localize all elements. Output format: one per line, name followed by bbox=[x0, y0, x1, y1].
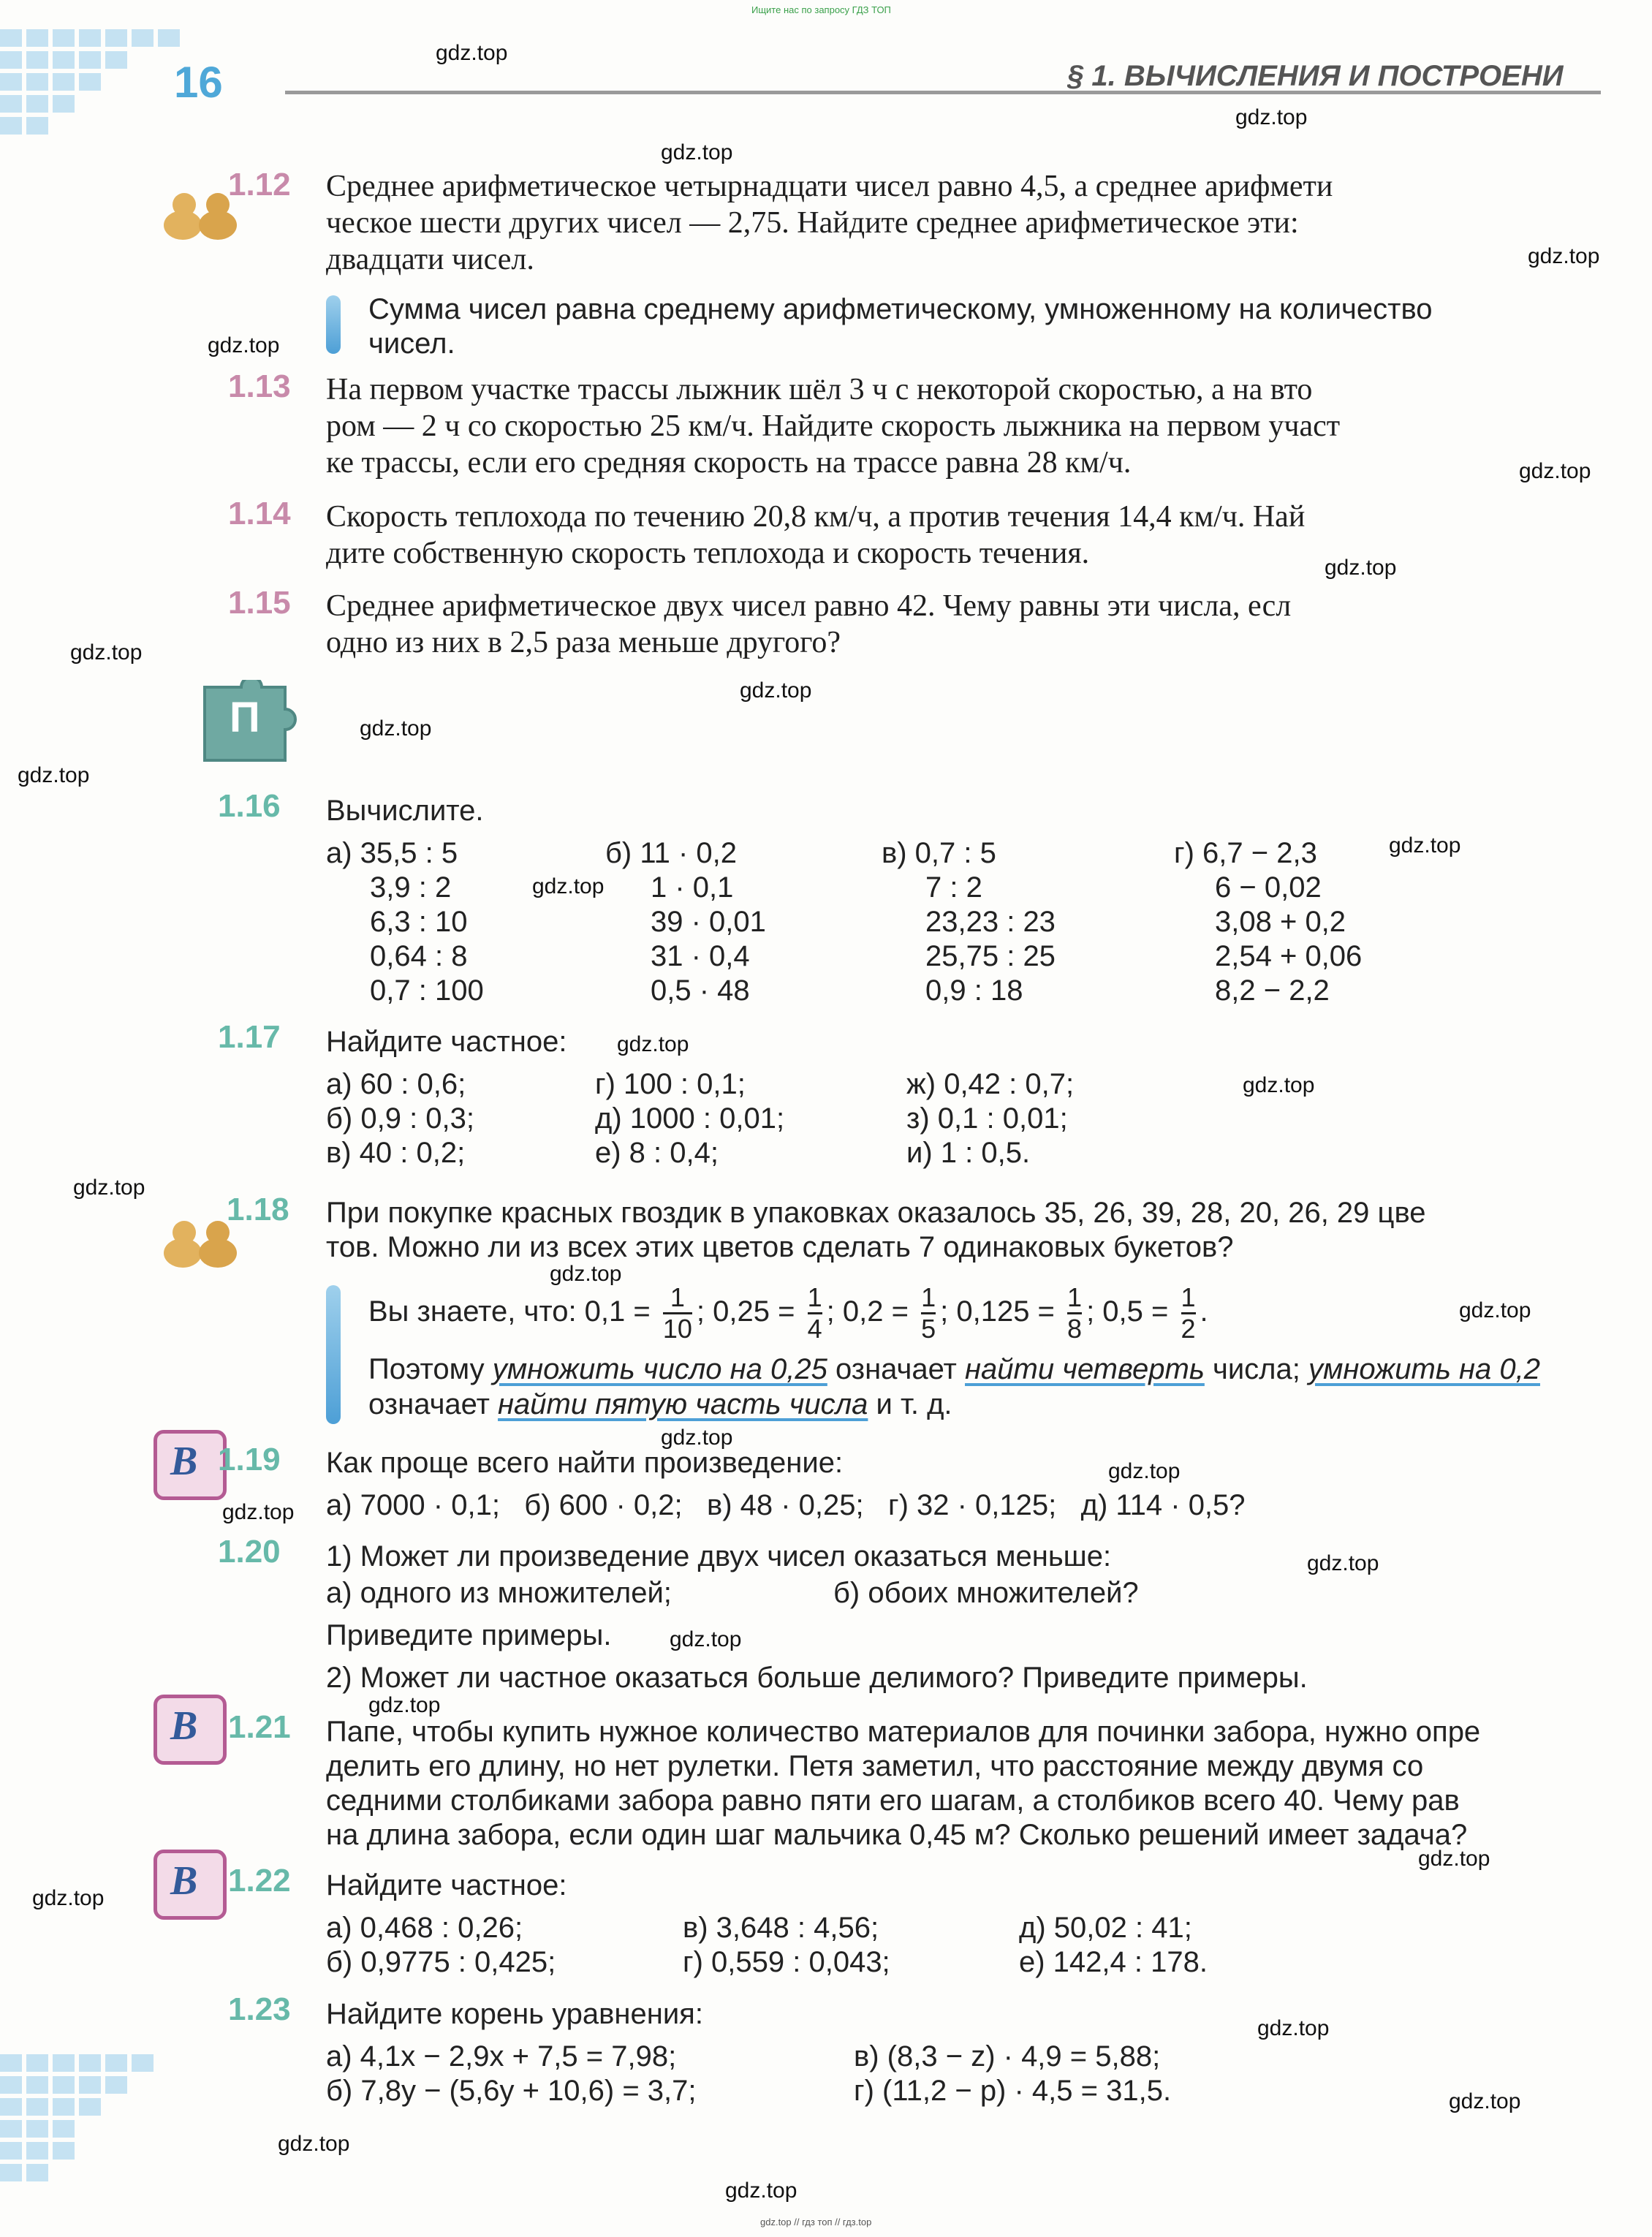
footer-note: gdz.top // гдз топ // гдз.top bbox=[760, 2217, 872, 2227]
task-number-1-21: 1.21 bbox=[228, 1709, 291, 1745]
hint-bar bbox=[326, 295, 341, 354]
task-1-16-col-d bbox=[1174, 836, 1362, 1008]
task-1-12-hint bbox=[368, 292, 1604, 361]
text-line: дите собственную скорость теплохода и скорость течения. bbox=[326, 537, 1090, 570]
watermark: gdz.top bbox=[1307, 1551, 1379, 1575]
badge-letter: В bbox=[170, 1703, 198, 1749]
hint-emphasis: умножить число на 0,25 bbox=[492, 1353, 827, 1385]
task-number-1-19: 1.19 bbox=[218, 1442, 281, 1477]
watermark: gdz.top bbox=[18, 763, 90, 787]
watermark: gdz.top bbox=[1257, 2016, 1330, 2040]
task-number-1-20: 1.20 bbox=[218, 1534, 281, 1570]
watermark: gdz.top bbox=[1243, 1073, 1315, 1097]
watermark: gdz.top bbox=[1528, 244, 1600, 268]
top-note: Ищите нас по запросу ГДЗ ТОП bbox=[751, 4, 891, 15]
expr: 7 : 2 bbox=[925, 871, 982, 904]
fraction bbox=[1181, 1283, 1196, 1344]
task-title: Найдите частное: bbox=[326, 1869, 567, 1901]
task-1-18-hint-fractions bbox=[368, 1275, 1208, 1348]
fraction-denominator: 8 bbox=[1067, 1313, 1083, 1344]
task-title: Как проще всего найти произведение: bbox=[326, 1447, 844, 1479]
watermark: gdz.top bbox=[532, 874, 605, 898]
hint-text: Поэтому bbox=[368, 1353, 493, 1385]
expr: 2,54 + 0,06 bbox=[1215, 940, 1363, 972]
hint-text: . bbox=[1200, 1295, 1208, 1328]
task-1-16-col-b bbox=[605, 836, 766, 1008]
expr: 23,23 : 23 bbox=[925, 906, 1056, 938]
fraction-numerator: 1 bbox=[921, 1282, 936, 1312]
task-number-1-14: 1.14 bbox=[228, 496, 291, 531]
task-1-20-q1a: а) одного из множителей; bbox=[326, 1577, 672, 1609]
task-1-22-col-2 bbox=[683, 1911, 890, 1980]
badge-letter: В bbox=[170, 1858, 198, 1904]
text-line: двадцати чисел. bbox=[326, 243, 534, 276]
hint-line: Сумма чисел равна среднему арифметическому, умноженному на количество bbox=[368, 293, 1433, 325]
task-1-18-hint-line2 bbox=[368, 1352, 1604, 1387]
task-1-23-col-1 bbox=[326, 2040, 697, 2108]
task-number-1-16: 1.16 bbox=[218, 788, 281, 824]
expr: б) 0,9 : 0,3; bbox=[326, 1102, 475, 1135]
equation: г) (11,2 − p) · 4,5 = 31,5. bbox=[854, 2075, 1172, 2107]
task-1-15-text bbox=[326, 588, 1605, 661]
watermark: gdz.top bbox=[436, 41, 508, 65]
watermark: gdz.top bbox=[661, 140, 733, 164]
watermark: gdz.top bbox=[1459, 1298, 1531, 1322]
text-line: седними столбиками забора равно пяти его шагам, а столбиков всего 40. Чему рав bbox=[326, 1784, 1460, 1817]
task-1-20-q1: 1) Может ли произведение двух чисел оказаться меньше: bbox=[326, 1540, 1112, 1572]
hint-line: чисел. bbox=[368, 328, 455, 360]
level-b-badge bbox=[154, 1695, 227, 1765]
task-title: Найдите корень уравнения: bbox=[326, 1998, 703, 2030]
text-line: делить его длину, но нет рулетки. Петя заметил, что расстояние между двумя со bbox=[326, 1750, 1424, 1782]
text-line: ром — 2 ч со скоростью 25 км/ч. Найдите скорость лыжника на первом участ bbox=[326, 409, 1341, 443]
fraction bbox=[663, 1283, 692, 1344]
expr: з) 0,1 : 0,01; bbox=[906, 1102, 1068, 1135]
task-1-20-q1c: Приведите примеры. bbox=[326, 1619, 612, 1651]
hint-text: Вы знаете, что: 0,1 = bbox=[368, 1295, 651, 1328]
hint-text: означает bbox=[827, 1353, 965, 1385]
task-number-1-15: 1.15 bbox=[228, 585, 291, 621]
level-b-badge bbox=[154, 1430, 227, 1500]
fraction bbox=[921, 1283, 936, 1344]
watermark: gdz.top bbox=[725, 2179, 797, 2203]
fraction-denominator: 10 bbox=[662, 1313, 692, 1344]
puzzle-icon bbox=[197, 680, 307, 768]
expr: д) 1000 : 0,01; bbox=[595, 1102, 785, 1135]
hint-emphasis: найти четверть bbox=[965, 1353, 1205, 1385]
task-number-1-12: 1.12 bbox=[228, 167, 291, 202]
badge-letter: В bbox=[170, 1439, 198, 1484]
expr: 0,64 : 8 bbox=[370, 940, 468, 972]
watermark: gdz.top bbox=[1418, 1847, 1490, 1871]
page-number: 16 bbox=[174, 58, 223, 107]
watermark: gdz.top bbox=[1235, 105, 1308, 129]
text-line: Среднее арифметическое четырнадцати чисел равно 4,5, а среднее арифмети bbox=[326, 170, 1333, 203]
fraction-numerator: 1 bbox=[807, 1282, 822, 1312]
expr: в) 3,648 : 4,56; bbox=[683, 1912, 879, 1944]
hint-text: означает bbox=[368, 1388, 499, 1420]
task-1-22-col-1 bbox=[326, 1911, 556, 1980]
expr: 6,3 : 10 bbox=[370, 906, 468, 938]
task-1-20-q1b: б) обоих множителей? bbox=[833, 1577, 1139, 1609]
expr: е) 8 : 0,4; bbox=[595, 1137, 719, 1169]
watermark: gdz.top bbox=[740, 678, 812, 703]
watermark: gdz.top bbox=[368, 1693, 441, 1717]
watermark: gdz.top bbox=[1449, 2089, 1521, 2113]
task-1-12-text bbox=[326, 168, 1605, 278]
expr: г) 6,7 − 2,3 bbox=[1174, 837, 1317, 869]
expr: а) 0,468 : 0,26; bbox=[326, 1912, 523, 1944]
fraction-numerator: 1 bbox=[1067, 1282, 1083, 1312]
expr: 3,08 + 0,2 bbox=[1215, 906, 1346, 938]
task-1-20-q2: 2) Может ли частное оказаться больше делимого? Приведите примеры. bbox=[326, 1662, 1308, 1694]
text-line: Папе, чтобы купить нужное количество материалов для починки забора, нужно опре bbox=[326, 1716, 1481, 1748]
hint-text: ; 0,2 = bbox=[826, 1295, 909, 1328]
watermark: gdz.top bbox=[360, 716, 432, 741]
task-1-17-col-2 bbox=[595, 1067, 784, 1170]
expr: г) 100 : 0,1; bbox=[595, 1068, 746, 1100]
watermark: gdz.top bbox=[278, 2132, 350, 2156]
task-1-16-col-a bbox=[326, 836, 484, 1008]
watermark: gdz.top bbox=[208, 333, 280, 357]
watermark: gdz.top bbox=[661, 1426, 733, 1450]
fraction bbox=[808, 1283, 822, 1344]
watermark: gdz.top bbox=[73, 1176, 145, 1200]
expr: 0,9 : 18 bbox=[925, 974, 1023, 1007]
task-1-13-text bbox=[326, 371, 1605, 481]
expr: а) 35,5 : 5 bbox=[326, 837, 458, 869]
text-line: тов. Можно ли из всех этих цветов сделать 7 одинаковых букетов? bbox=[326, 1231, 1234, 1263]
task-1-17-col-3 bbox=[906, 1067, 1074, 1170]
expr: в) 40 : 0,2; bbox=[326, 1137, 466, 1169]
equation: в) (8,3 − z) · 4,9 = 5,88; bbox=[854, 2040, 1161, 2073]
watermark: gdz.top bbox=[1519, 459, 1591, 483]
expr: 6 − 0,02 bbox=[1215, 871, 1322, 904]
expr: б) 0,9775 : 0,425; bbox=[326, 1946, 556, 1978]
expr: 25,75 : 25 bbox=[925, 940, 1056, 972]
task-title: Вычислите. bbox=[326, 795, 484, 827]
watermark: gdz.top bbox=[1389, 833, 1461, 858]
text-line: Среднее арифметическое двух чисел равно 42. Чему равны эти числа, есл bbox=[326, 589, 1292, 623]
corner-grid-decoration-bottom bbox=[0, 2054, 241, 2200]
watermark: gdz.top bbox=[70, 640, 143, 665]
expr: 3,9 : 2 bbox=[370, 871, 452, 904]
hint-text: ; 0,5 = bbox=[1086, 1295, 1169, 1328]
expr: 0,5 · 48 bbox=[651, 974, 750, 1007]
expr: д) 50,02 : 41; bbox=[1019, 1912, 1192, 1944]
fraction-numerator: 1 bbox=[670, 1282, 685, 1312]
watermark: gdz.top bbox=[617, 1032, 689, 1056]
watermark: gdz.top bbox=[670, 1627, 742, 1651]
expr: 0,7 : 100 bbox=[370, 974, 484, 1007]
task-title: Найдите частное: bbox=[326, 1026, 567, 1058]
equation: б) 7,8y − (5,6y + 10,6) = 3,7; bbox=[326, 2075, 697, 2107]
level-b-badge bbox=[154, 1850, 227, 1920]
task-1-21-text bbox=[326, 1715, 1605, 1852]
text-line: При покупке красных гвоздик в упаковках оказалось 35, 26, 39, 28, 20, 26, 29 цве bbox=[326, 1197, 1426, 1229]
task-1-16-col-c bbox=[882, 836, 1056, 1008]
watermark: gdz.top bbox=[222, 1500, 295, 1524]
task-number-1-23: 1.23 bbox=[228, 1991, 291, 2027]
task-1-18-hint-line3 bbox=[368, 1388, 952, 1422]
task-1-14-text bbox=[326, 499, 1605, 572]
expr: и) 1 : 0,5. bbox=[906, 1137, 1031, 1169]
fraction bbox=[1067, 1283, 1082, 1344]
equation: а) 4,1x − 2,9x + 7,5 = 7,98; bbox=[326, 2040, 677, 2073]
task-1-19-items: а) 7000 · 0,1; б) 600 · 0,2; в) 48 · 0,25; г) 32 · 0,125; д) 114 · 0,5? bbox=[326, 1489, 1246, 1521]
watermark: gdz.top bbox=[32, 1886, 105, 1910]
task-number-1-18: 1.18 bbox=[227, 1192, 289, 1227]
expr: б) 11 · 0,2 bbox=[605, 837, 738, 869]
fraction-numerator: 1 bbox=[1181, 1282, 1196, 1312]
watermark: gdz.top bbox=[1325, 556, 1397, 580]
expr: 1 · 0,1 bbox=[651, 871, 734, 904]
task-1-17-col-1 bbox=[326, 1067, 474, 1170]
expr: 39 · 0,01 bbox=[651, 906, 766, 938]
watermark: gdz.top bbox=[1108, 1459, 1181, 1483]
fraction-denominator: 5 bbox=[921, 1313, 936, 1344]
hint-text: ; 0,25 = bbox=[696, 1295, 795, 1328]
task-number-1-17: 1.17 bbox=[218, 1019, 281, 1055]
expr: ж) 0,42 : 0,7; bbox=[906, 1068, 1075, 1100]
expr: в) 0,7 : 5 bbox=[882, 837, 996, 869]
task-number-1-13: 1.13 bbox=[228, 368, 291, 404]
text-line: ке трассы, если его средняя скорость на трассе равна 28 км/ч. bbox=[326, 446, 1132, 480]
expr: е) 142,4 : 178. bbox=[1019, 1946, 1208, 1978]
text-line: На первом участке трассы лыжник шёл 3 ч с некоторой скоростью, а на вто bbox=[326, 373, 1313, 406]
task-number-1-22: 1.22 bbox=[228, 1863, 291, 1899]
task-1-23-col-2 bbox=[854, 2040, 1171, 2108]
expr: 31 · 0,4 bbox=[651, 940, 750, 972]
expr: а) 60 : 0,6; bbox=[326, 1068, 466, 1100]
hint-text: числа; bbox=[1204, 1353, 1308, 1385]
watermark: gdz.top bbox=[550, 1262, 622, 1286]
puzzle-letter: П bbox=[230, 694, 260, 741]
hint-emphasis: найти пятую часть числа bbox=[498, 1388, 868, 1420]
section-title: § 1. ВЫЧИСЛЕНИЯ И ПОСТРОЕНИ bbox=[1067, 60, 1564, 92]
fraction-denominator: 4 bbox=[807, 1313, 822, 1344]
fraction-denominator: 2 bbox=[1181, 1313, 1196, 1344]
text-line: Скорость теплохода по течению 20,8 км/ч, а против течения 14,4 км/ч. Най bbox=[326, 500, 1306, 534]
task-1-18-text bbox=[326, 1196, 1605, 1265]
task-1-22-col-3 bbox=[1019, 1911, 1208, 1980]
hint-emphasis: умножить на 0,2 bbox=[1308, 1353, 1540, 1385]
expr: г) 0,559 : 0,043; bbox=[683, 1946, 890, 1978]
hint-text: ; 0,125 = bbox=[940, 1295, 1055, 1328]
text-line: на длина забора, если один шаг мальчика 0,45 м? Сколько решений имеет задача? bbox=[326, 1819, 1468, 1851]
expr: 8,2 − 2,2 bbox=[1215, 974, 1330, 1007]
hint-bar bbox=[326, 1285, 341, 1424]
hint-text: и т. д. bbox=[868, 1388, 952, 1420]
text-line: одно из них в 2,5 раза меньше другого? bbox=[326, 626, 841, 659]
text-line: ческое шести других чисел — 2,75. Найдите среднее арифметическое эти: bbox=[326, 206, 1299, 240]
